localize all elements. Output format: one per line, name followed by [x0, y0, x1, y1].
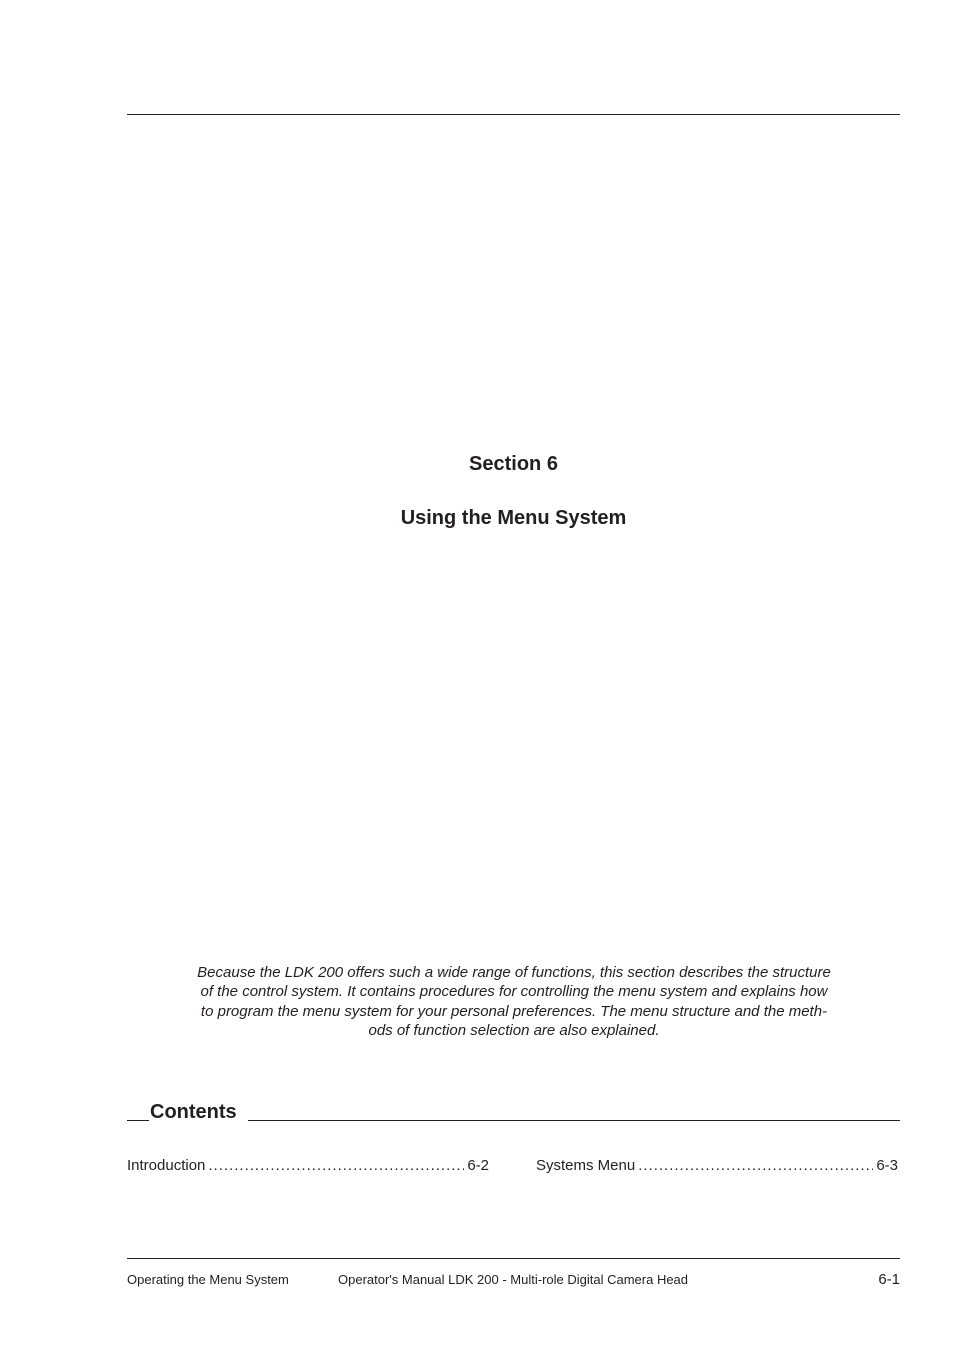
intro-line: of the control system. It contains procedures for controlling the menu system and explains how — [200, 983, 828, 1001]
section-intro-paragraph — [160, 963, 868, 1040]
footer-rule — [127, 1258, 900, 1259]
toc-entry-page: 6-3 — [876, 1157, 898, 1174]
toc-entry-systems-menu[interactable] — [536, 1156, 898, 1176]
intro-line: to program the menu system for your personal preferences. The menu structure and the meth- — [200, 1002, 828, 1020]
section-number-heading: Section 6 — [469, 453, 558, 475]
toc-entry-title: Introduction — [127, 1157, 206, 1174]
toc-dot-leader — [638, 1156, 873, 1176]
footer-chapter-title: Operating the Menu System — [127, 1272, 289, 1287]
contents-heading-bar — [127, 1100, 900, 1124]
toc-entry-title: Systems Menu — [536, 1157, 636, 1174]
header-rule — [127, 114, 900, 115]
intro-line: Because the LDK 200 offers such a wide range of functions, this section describes the structure — [197, 964, 831, 981]
footer-manual-title: Operator's Manual LDK 200 - Multi-role Digital Camera Head — [338, 1272, 689, 1287]
toc-dot-leader — [208, 1156, 464, 1176]
contents-heading: Contents — [150, 1101, 237, 1123]
footer-page-number: 6-1 — [878, 1271, 900, 1288]
toc-entry-page: 6-2 — [467, 1157, 489, 1174]
intro-line: ods of function selection are also explained. — [368, 1021, 660, 1039]
contents-tail-rule — [248, 1120, 900, 1121]
contents-lead-rule — [127, 1120, 149, 1121]
section-title-heading: Using the Menu System — [400, 507, 627, 529]
toc-entry-introduction[interactable] — [127, 1156, 489, 1176]
